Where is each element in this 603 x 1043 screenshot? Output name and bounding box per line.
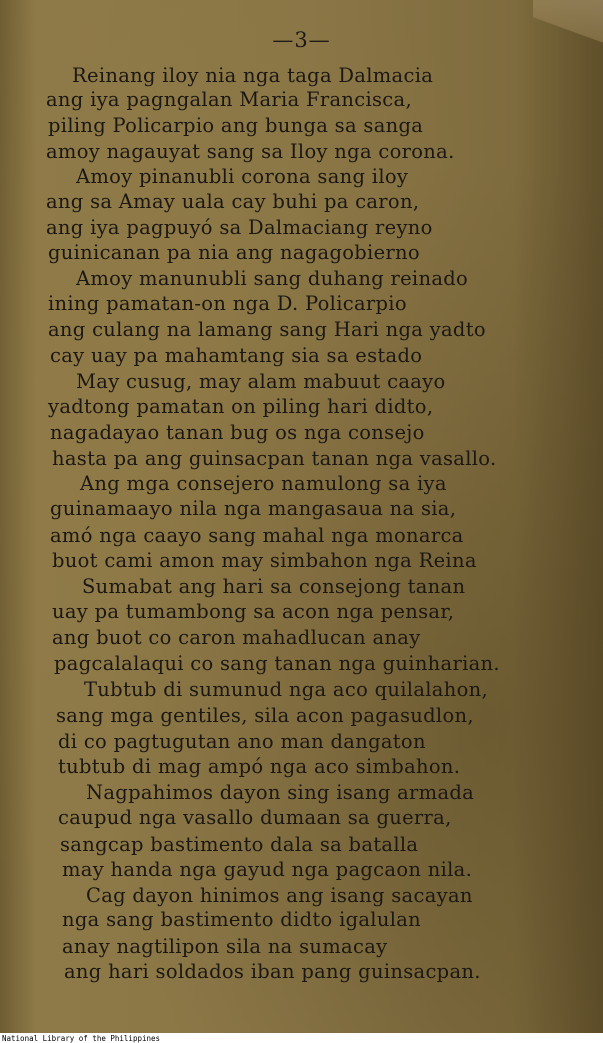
verse-line: amó nga caayo sang mahal nga monarca [50, 524, 464, 547]
verse-line: tubtub di mag ampó nga aco simbahon. [58, 755, 461, 778]
verse-line: Reinang iloy nia nga taga Dalmacia [72, 64, 434, 87]
verse-line: nagadayao tanan bug os nga consejo [50, 421, 425, 444]
library-credit: National Library of the Philippines [2, 1034, 161, 1043]
verse-line: cay uay pa mahamtang sia sa estado [50, 344, 423, 367]
verse-line: buot cami amon may simbahon nga Reina [52, 549, 477, 572]
page-number: —3— [272, 28, 331, 52]
verse-line: uay pa tumambong sa acon nga pensar, [52, 600, 455, 623]
verse-line: may handa nga gayud nga pagcaon nila. [62, 858, 473, 881]
verse-line: amoy nagauyat sang sa Iloy nga corona. [46, 140, 455, 163]
verse-line: Tubtub di sumunud nga aco quilalahon, [84, 678, 488, 701]
verse-line: ang buot co caron mahadlucan anay [52, 626, 421, 649]
verse-line: caupud nga vasallo dumaan sa guerra, [58, 806, 452, 829]
verse-line: di co pagtugutan ano man dangaton [58, 730, 426, 753]
verse-line: ang hari soldados iban pang guinsacpan. [64, 960, 481, 983]
verse-line: pagcalalaqui co sang tanan nga guinharian. [54, 652, 500, 675]
verse-line: nga sang bastimento didto igalulan [62, 908, 422, 931]
verse-line: Cag dayon hinimos ang isang sacayan [86, 884, 473, 907]
verse-line: May cusug, may alam mabuut caayo [76, 370, 446, 393]
verse-line: piling Policarpio ang bunga sa sanga [48, 114, 424, 137]
verse-line: hasta pa ang guinsacpan tanan nga vasallo. [52, 447, 497, 470]
verse-line: ang culang na lamang sang Hari nga yadto [48, 318, 486, 341]
verse-line: Nagpahimos dayon sing isang armada [86, 781, 475, 804]
verse-line: ining pamatan-on nga D. Policarpio [48, 292, 407, 315]
verse-line: anay nagtilipon sila na sumacay [62, 935, 388, 958]
verse-line: Sumabat ang hari sa consejong tanan [82, 575, 466, 598]
verse-line: ang iya pagngalan Maria Francisca, [46, 88, 412, 111]
verse-line: Amoy manunubli sang duhang reinado [76, 267, 469, 290]
verse-line: ang iya pagpuyó sa Dalmaciang reyno [46, 216, 433, 239]
verse-line: sang mga gentiles, sila acon pagasudlon, [56, 704, 474, 727]
verse-line: guinicanan pa nia ang nagagobierno [48, 241, 420, 264]
verse-line: yadtong pamatan on piling hari didto, [48, 395, 434, 418]
verse-line: sangcap bastimento dala sa batalla [60, 833, 419, 856]
verse-line: guinamaayo nila nga mangasaua na sia, [50, 497, 457, 520]
verse-line: Amoy pinanubli corona sang iloy [76, 165, 409, 188]
verse-line: ang sa Amay uala cay buhi pa caron, [46, 190, 420, 213]
verse-line: Ang mga consejero namulong sa iya [80, 472, 447, 495]
